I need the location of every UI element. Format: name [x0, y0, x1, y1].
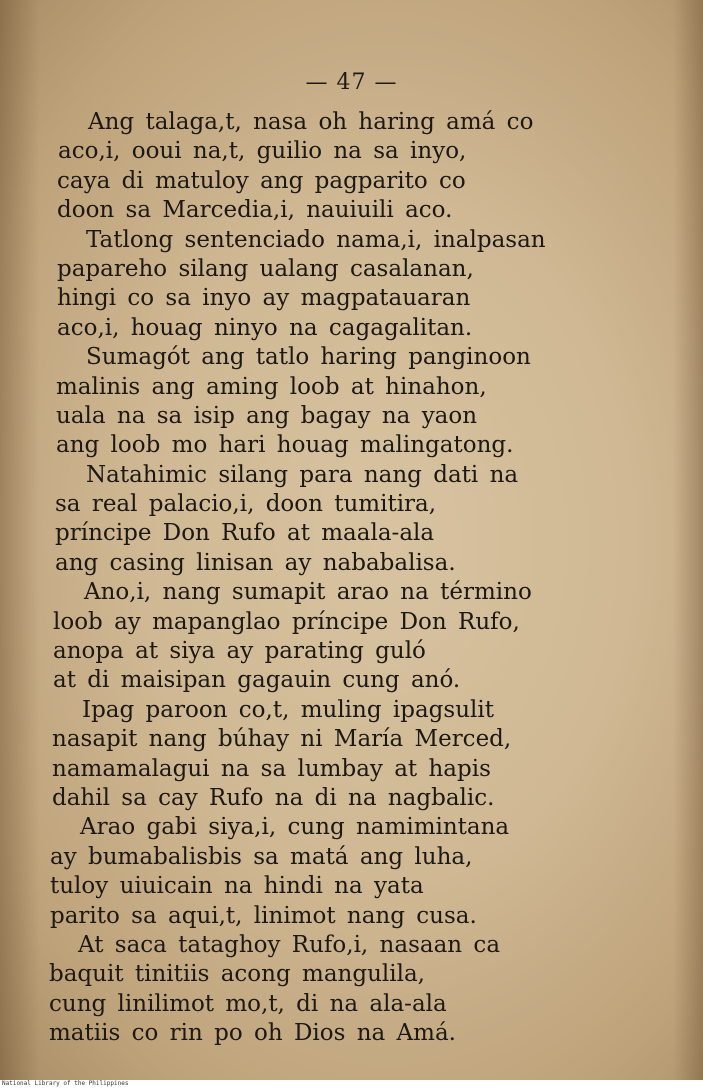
text-line: ang loob mo hari houag malingatong.: [56, 432, 514, 459]
text-line: tuloy uiuicain na hindi na yata: [50, 873, 424, 900]
text-line: Ang talaga,t, nasa oh haring amá co: [88, 109, 534, 135]
text-line: Sumagót ang tatlo haring panginoon: [86, 344, 531, 371]
text-line: matiis co rin po oh Dios na Amá.: [49, 1020, 456, 1047]
text-line: Tatlong sentenciado nama,i, inalpasan: [86, 226, 546, 253]
text-line: At saca tataghoy Rufo,i, nasaan ca: [78, 931, 501, 958]
text-line: caya di matuloy ang pagparito co: [57, 167, 466, 194]
text-line: loob ay mapanglao príncipe Don Rufo,: [53, 608, 520, 635]
text-line: príncipe Don Rufo at maala-ala: [55, 520, 435, 547]
text-line: at di maisipan gagauin cung anó.: [53, 667, 461, 694]
text-line: anopa at siya ay parating guló: [53, 638, 426, 665]
text-line: hingi co sa inyo ay magpatauaran: [57, 285, 471, 312]
text-line: namamalagui na sa lumbay at hapis: [52, 755, 491, 782]
text-line: uala na sa isip ang bagay na yaon: [56, 402, 478, 429]
text-line: ang casing linisan ay nababalisa.: [55, 549, 456, 576]
text-line: doon sa Marcedia,i, nauiuili aco.: [57, 197, 453, 224]
text-line: Ipag paroon co,t, muling ipagsulit: [82, 696, 494, 723]
text-line: dahil sa cay Rufo na di na nagbalic.: [52, 784, 495, 811]
text-line: aco,i, houag ninyo na cagagalitan.: [57, 314, 473, 341]
text-line: nasapit nang búhay ni María Merced,: [52, 726, 512, 753]
text-line: parito sa aqui,t, linimot nang cusa.: [50, 902, 477, 929]
text-line: papareho silang ualang casalanan,: [57, 255, 474, 282]
text-line: aco,i, ooui na,t, guilio na sa inyo,: [58, 138, 467, 165]
text-line: ay bumabalisbis sa matá ang luha,: [50, 843, 473, 870]
text-line: baquit tinitiis acong mangulila,: [49, 961, 425, 988]
library-credit: National Library of the Philippines: [0, 1080, 703, 1088]
page-number: — 47 —: [305, 70, 398, 95]
text-line: Natahimic silang para nang dati na: [86, 461, 519, 488]
text-line: Arao gabi siya,i, cung namimintana: [80, 814, 510, 841]
text-line: sa real palacio,i, doon tumitira,: [55, 491, 437, 518]
text-line: cung linilimot mo,t, di na ala-ala: [49, 990, 447, 1017]
verse-text: [0, 108, 703, 1049]
text-line: malinis ang aming loob at hinahon,: [56, 373, 487, 400]
text-line: Ano,i, nang sumapit arao na término: [84, 579, 532, 606]
